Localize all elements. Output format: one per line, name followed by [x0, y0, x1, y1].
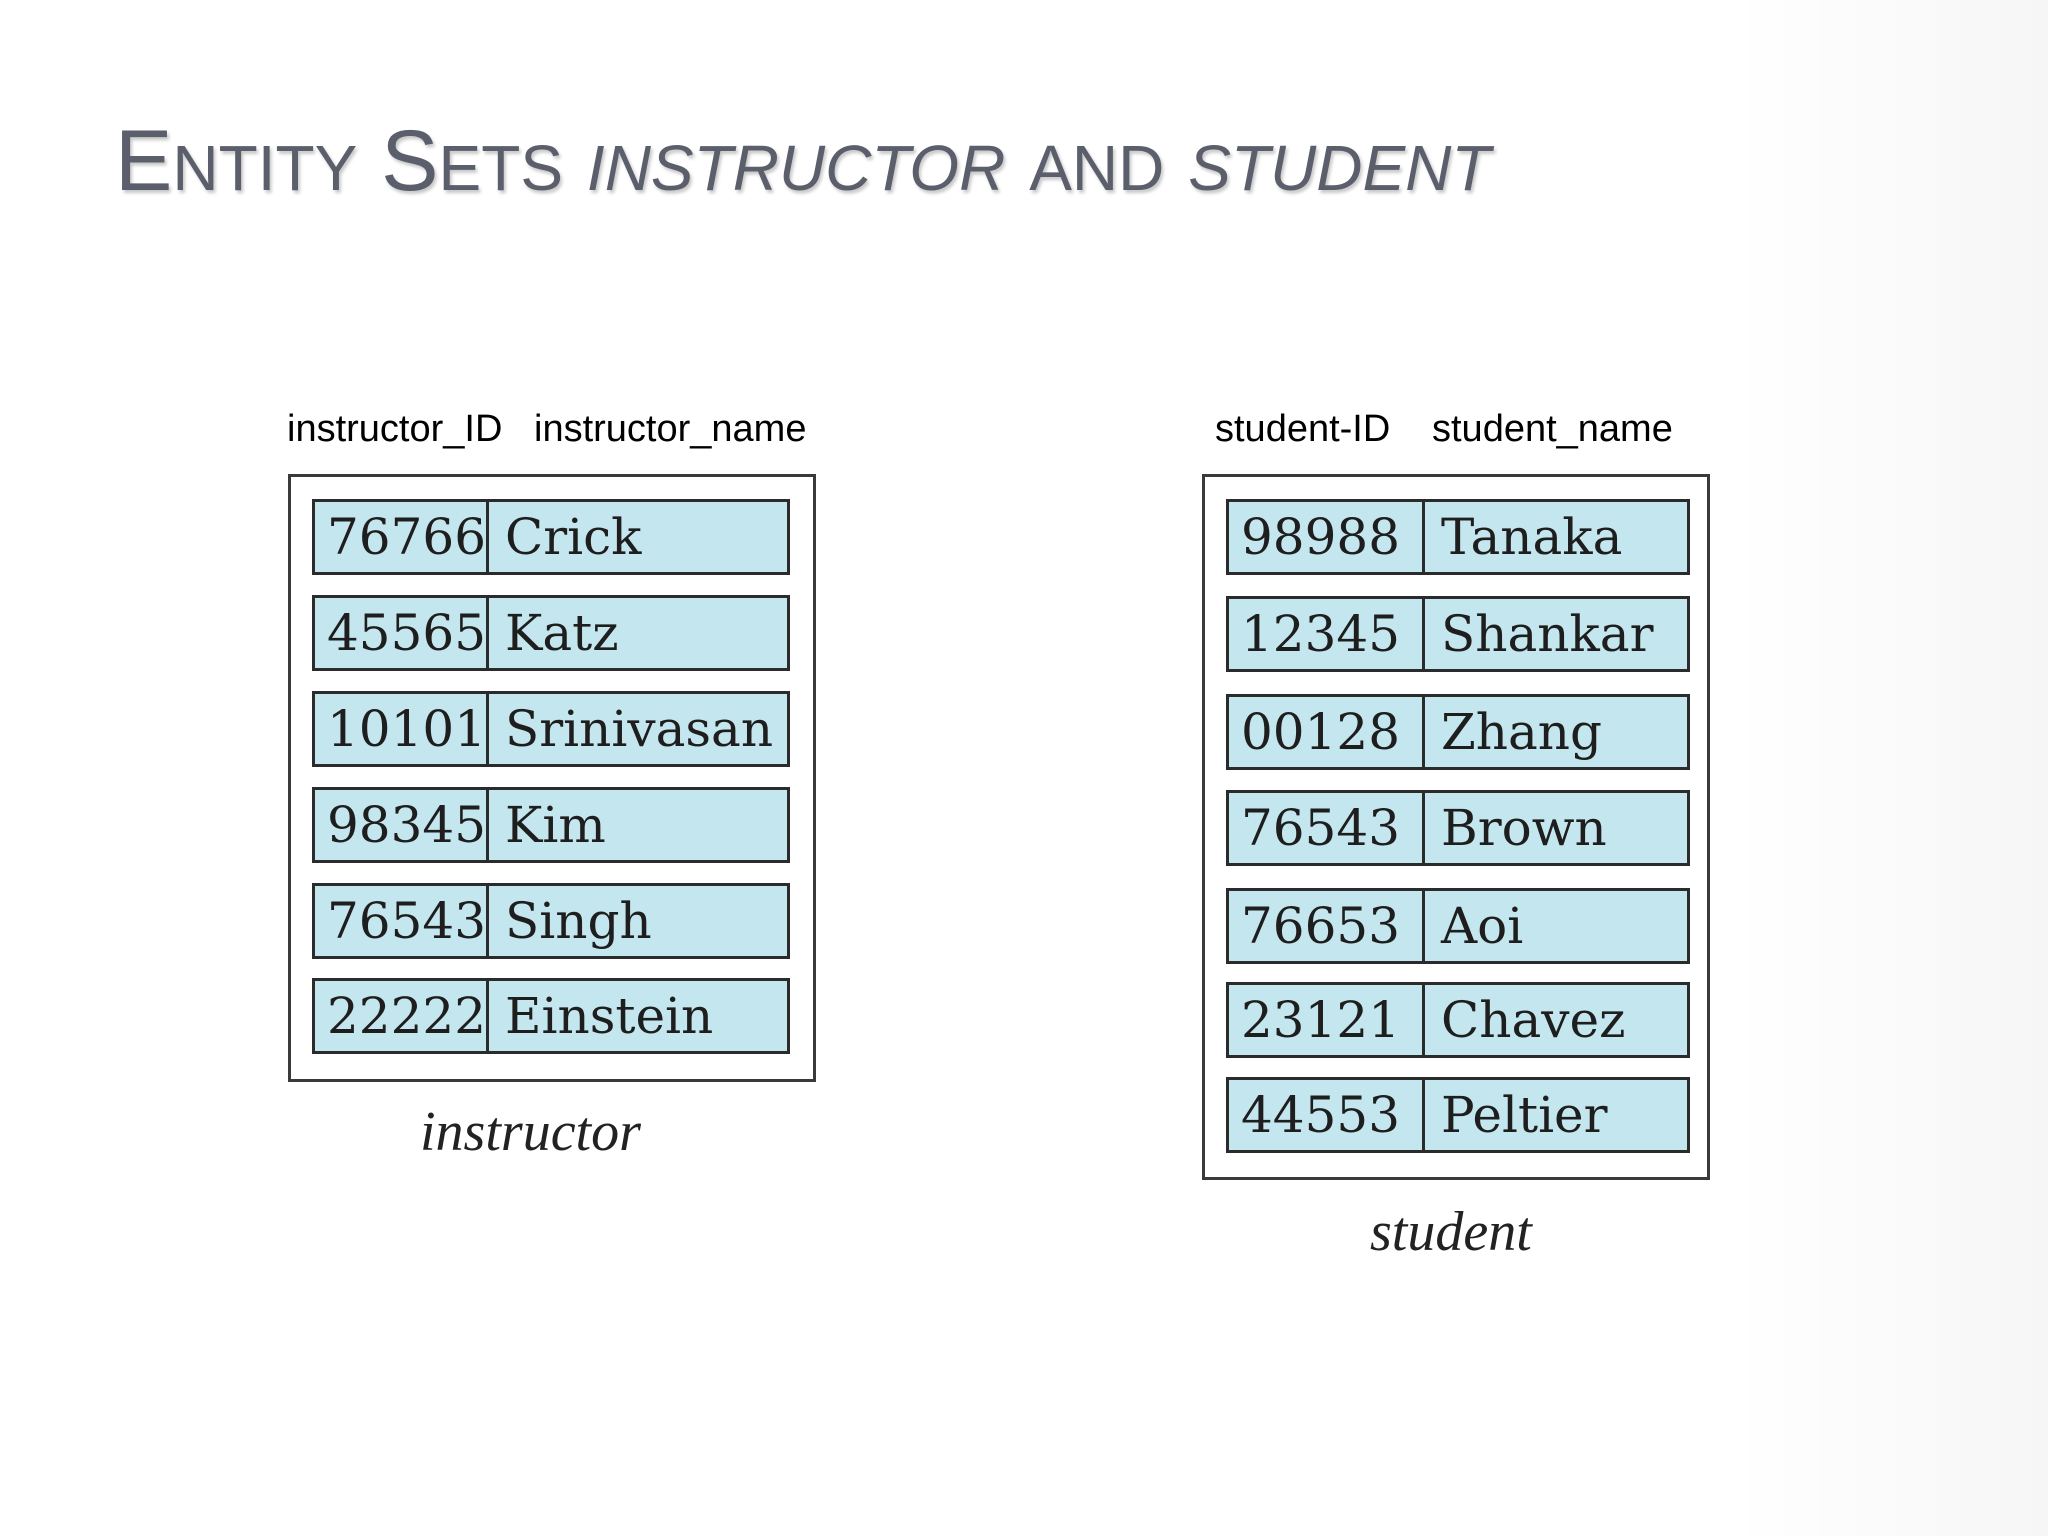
student-row	[1226, 596, 1690, 672]
slide-title: ENTITY SETS INSTRUCTOR AND STUDENT	[115, 113, 1491, 209]
student-name-cell: Aoi	[1441, 897, 1524, 955]
student-name-cell: Chavez	[1441, 991, 1626, 1049]
instructor-id-header: instructor_ID	[287, 408, 503, 450]
student-row	[1226, 888, 1690, 964]
student-id-cell: 76543	[1229, 793, 1425, 863]
instructor-id-cell: 45565	[315, 598, 489, 668]
instructor-id-cell: 10101	[315, 694, 489, 764]
instructor-row	[312, 787, 790, 863]
instructor-name-cell: Kim	[505, 796, 606, 854]
instructor-name-header: instructor_name	[534, 408, 807, 450]
student-name-header: student_name	[1432, 408, 1673, 450]
instructor-row	[312, 691, 790, 767]
student-name-cell: Brown	[1441, 799, 1607, 857]
instructor-id-cell: 76766	[315, 502, 489, 572]
instructor-name-cell: Singh	[505, 892, 652, 950]
instructor-id-cell: 76543	[315, 886, 489, 956]
background-shade	[1730, 0, 2048, 1536]
student-id-header: student-ID	[1215, 408, 1391, 450]
student-row	[1226, 982, 1690, 1058]
instructor-id-cell: 22222	[315, 981, 489, 1051]
student-id-cell: 00128	[1229, 697, 1425, 767]
student-name-cell: Tanaka	[1441, 508, 1623, 566]
student-row	[1226, 499, 1690, 575]
student-name-cell: Peltier	[1441, 1086, 1608, 1144]
student-row	[1226, 790, 1690, 866]
instructor-name-cell: Katz	[505, 604, 619, 662]
instructor-name-cell: Einstein	[505, 987, 714, 1045]
instructor-name-cell: Crick	[505, 508, 642, 566]
student-caption: student	[1370, 1201, 1532, 1263]
instructor-caption: instructor	[420, 1101, 641, 1163]
instructor-name-cell: Srinivasan	[505, 700, 774, 758]
student-id-cell: 76653	[1229, 891, 1425, 961]
student-id-cell: 23121	[1229, 985, 1425, 1055]
instructor-row	[312, 499, 790, 575]
student-row	[1226, 694, 1690, 770]
student-name-cell: Shankar	[1441, 605, 1654, 663]
instructor-row	[312, 595, 790, 671]
student-name-cell: Zhang	[1441, 703, 1602, 761]
student-id-cell: 98988	[1229, 502, 1425, 572]
instructor-id-cell: 98345	[315, 790, 489, 860]
instructor-row	[312, 978, 790, 1054]
student-id-cell: 12345	[1229, 599, 1425, 669]
instructor-row	[312, 883, 790, 959]
student-row	[1226, 1077, 1690, 1153]
student-id-cell: 44553	[1229, 1080, 1425, 1150]
